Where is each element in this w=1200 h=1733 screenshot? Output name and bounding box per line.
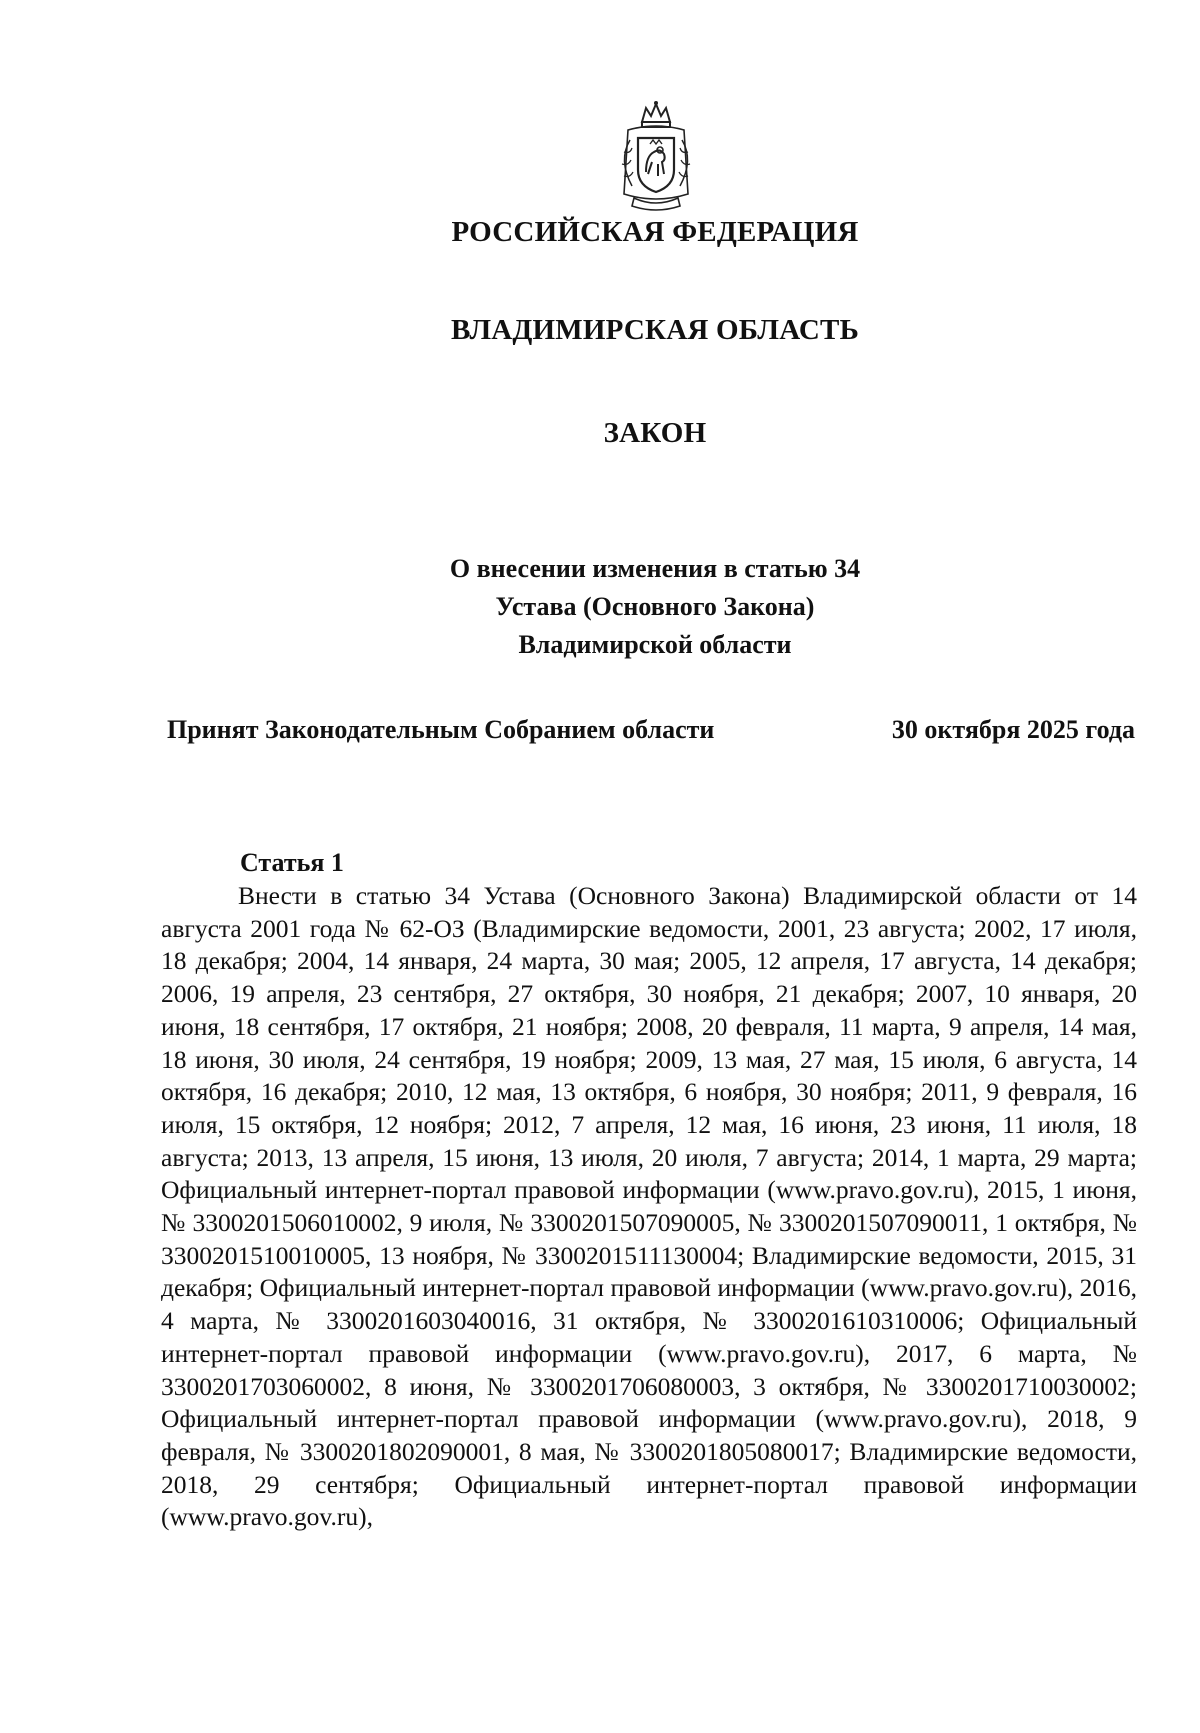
- law-title: [0, 550, 1200, 664]
- coat-of-arms-icon: [608, 100, 704, 216]
- federation-heading: РОССИЙСКАЯ ФЕДЕРАЦИЯ: [451, 216, 859, 248]
- adoption-date: 30 октября 2025 года: [891, 715, 1135, 744]
- law-title-line: О внесении изменения в статью 34: [449, 554, 861, 583]
- article-body-text: Внести в статью 34 Устава (Основного Закона) Владимирской области от 14 августа 2001 года № 62-ОЗ (Владимирские ведомости, 2001, 23 августа; 2002, 17 июля, 18 декабря; 2004, 14 января, 24 марта, 30 мая; 2005, 12 апреля, 17 августа, 14 декабря; 2006, 19 апреля, 23 сентября, 27 октября, 30 ноября, 21 декабря; 2007, 10 января, 20 июня, 18 сентября, 17 октября, 21 ноября; 2008, 20 февраля, 11 марта, 9 апреля, 14 мая, 18 июня, 30 июля, 24 сентября, 19 ноября; 2009, 13 мая, 27 мая, 15 июля, 6 августа, 14 октября, 16 декабря; 2010, 12 мая, 13 октября, 6 ноября, 30 ноября; 2011, 9 февраля, 16 июля, 15 октября, 12 ноября; 2012, 7 апреля, 12 мая, 16 июня, 23 июня, 11 июля, 18 августа; 2013, 13 апреля, 15 июня, 13 июля, 20 июля, 7 августа; 2014, 1 марта, 29 марта; Официальный интернет-портал правовой информации (www.pravo.gov.ru), 2015, 1 июня, № 3300201506010002, 9 июля, № 3300201507090005, № 3300201507090011, 1 октября, № 3300201510010005, 13 ноября, № 3300201511130004; Владимирские ведомости, 2015, 31 декабря; Официальный интернет-портал правовой информации (www.pravo.gov.ru), 2016, 4 марта, № 3300201603040016, 31 октября, № 3300201610310006; Официальный интернет-портал правовой информации (www.pravo.gov.ru), 2017, 6 марта, № 3300201703060002, 8 июня, № 3300201706080003, 3 октября, № 3300201710030002; Официальный интернет-портал правовой информации (www.pravo.gov.ru), 2018, 9 февраля, № 3300201802090001, 8 мая, № 3300201805080017; Владимирские ведомости, 2018, 29 сентября; Официальный интернет-портал правовой информации (www.pravo.gov.ru),: [161, 881, 1137, 1532]
- document-type-heading: ЗАКОН: [603, 417, 707, 449]
- article-heading: Статья 1: [240, 848, 344, 877]
- region-heading: ВЛАДИМИРСКАЯ ОБЛАСТЬ: [451, 314, 859, 346]
- adopted-by-text: Принят Законодательным Собранием области: [167, 715, 715, 744]
- law-title-line: Устава (Основного Закона): [495, 592, 815, 621]
- law-title-line: Владимирской области: [518, 630, 792, 659]
- coat-of-arms-emblem: [608, 100, 704, 216]
